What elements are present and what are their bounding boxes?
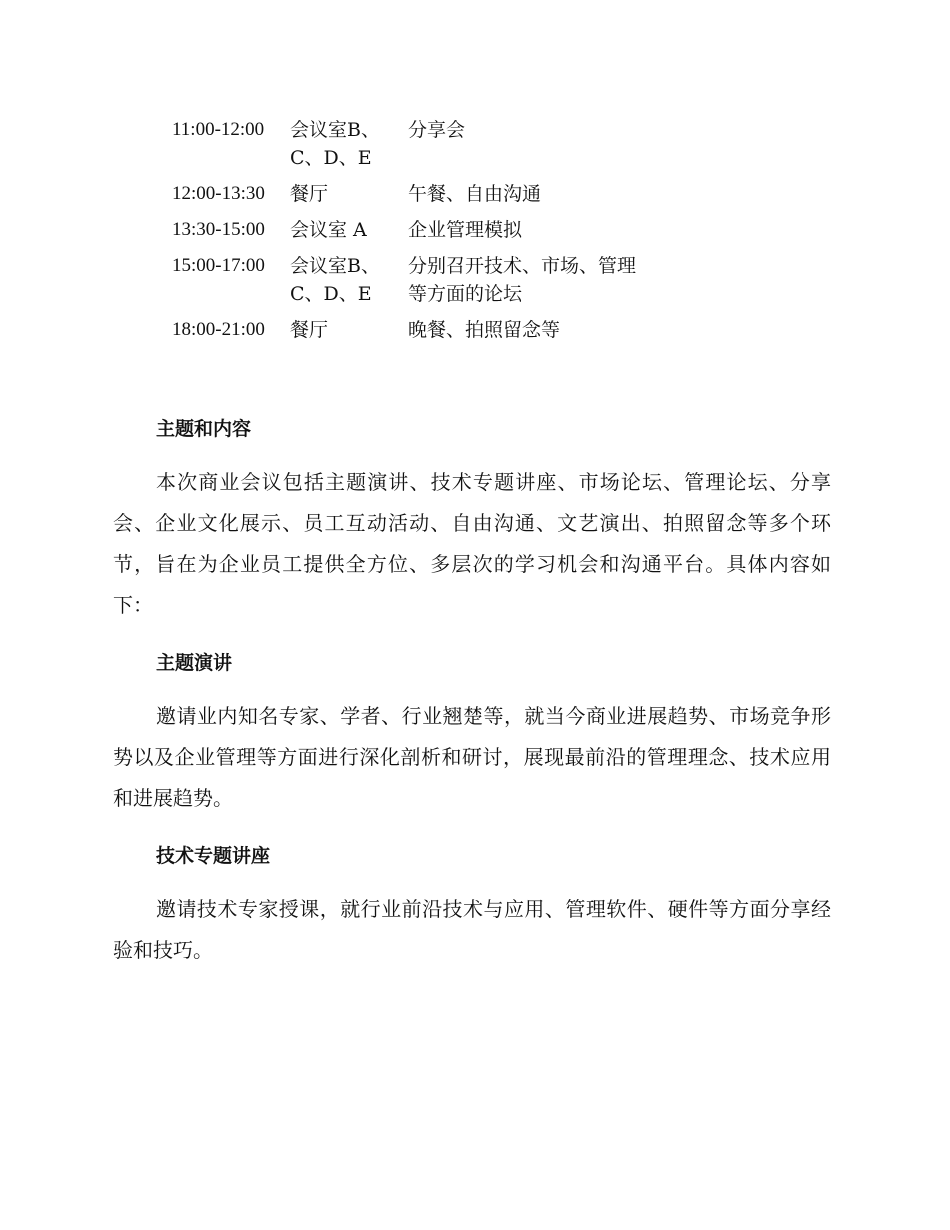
- schedule-table: [172, 116, 672, 352]
- schedule-activity: 晚餐、拍照留念等: [408, 319, 561, 341]
- schedule-activity: 分享会: [408, 119, 466, 141]
- schedule-place: 餐厅: [290, 183, 329, 205]
- section-paragraph-keynote: 邀请业内知名专家、学者、行业翘楚等，就当今商业进展趋势、市场竞争形势以及企业管理等方面进行深化剖析和研讨，展现最前沿的管理理念、技术应用和进展趋势。: [113, 704, 831, 810]
- section-heading-tech: 技术专题讲座: [156, 845, 271, 867]
- section-paragraph-tech: 邀请技术专家授课，就行业前沿技术与应用、管理软件、硬件等方面分享经验和技巧。: [113, 897, 831, 962]
- schedule-time: 15:00-17:00: [172, 255, 265, 276]
- section-heading-keynote: 主题演讲: [156, 652, 233, 674]
- schedule-place: 餐厅: [290, 319, 329, 341]
- schedule-row: [172, 180, 672, 208]
- section-heading-theme: 主题和内容: [156, 418, 252, 440]
- schedule-row: [172, 216, 672, 244]
- schedule-activity: 午餐、自由沟通: [408, 183, 542, 205]
- schedule-activity: 企业管理模拟: [408, 219, 523, 241]
- schedule-activity: 分别召开技术、市场、管理等方面的论坛: [408, 255, 637, 305]
- schedule-place: 会议室 A: [290, 219, 367, 241]
- section-paragraph-theme: 本次商业会议包括主题演讲、技术专题讲座、市场论坛、管理论坛、分享会、企业文化展示、员工互动活动、自由沟通、文艺演出、拍照留念等多个环节，旨在为企业员工提供全方位、多层次的学习机会和沟通平台。具体内容如下：: [113, 470, 831, 617]
- schedule-time: 11:00-12:00: [172, 119, 265, 140]
- schedule-place: 会议室B、C、D、E: [290, 119, 380, 169]
- schedule-time: 13:30-15:00: [172, 219, 265, 240]
- document-body: [113, 412, 831, 991]
- schedule-time: 12:00-13:30: [172, 183, 265, 204]
- schedule-row: [172, 252, 672, 308]
- schedule-row: [172, 116, 672, 172]
- schedule-time: 18:00-21:00: [172, 319, 265, 340]
- schedule-place: 会议室B、C、D、E: [290, 255, 380, 305]
- schedule-row: [172, 316, 672, 344]
